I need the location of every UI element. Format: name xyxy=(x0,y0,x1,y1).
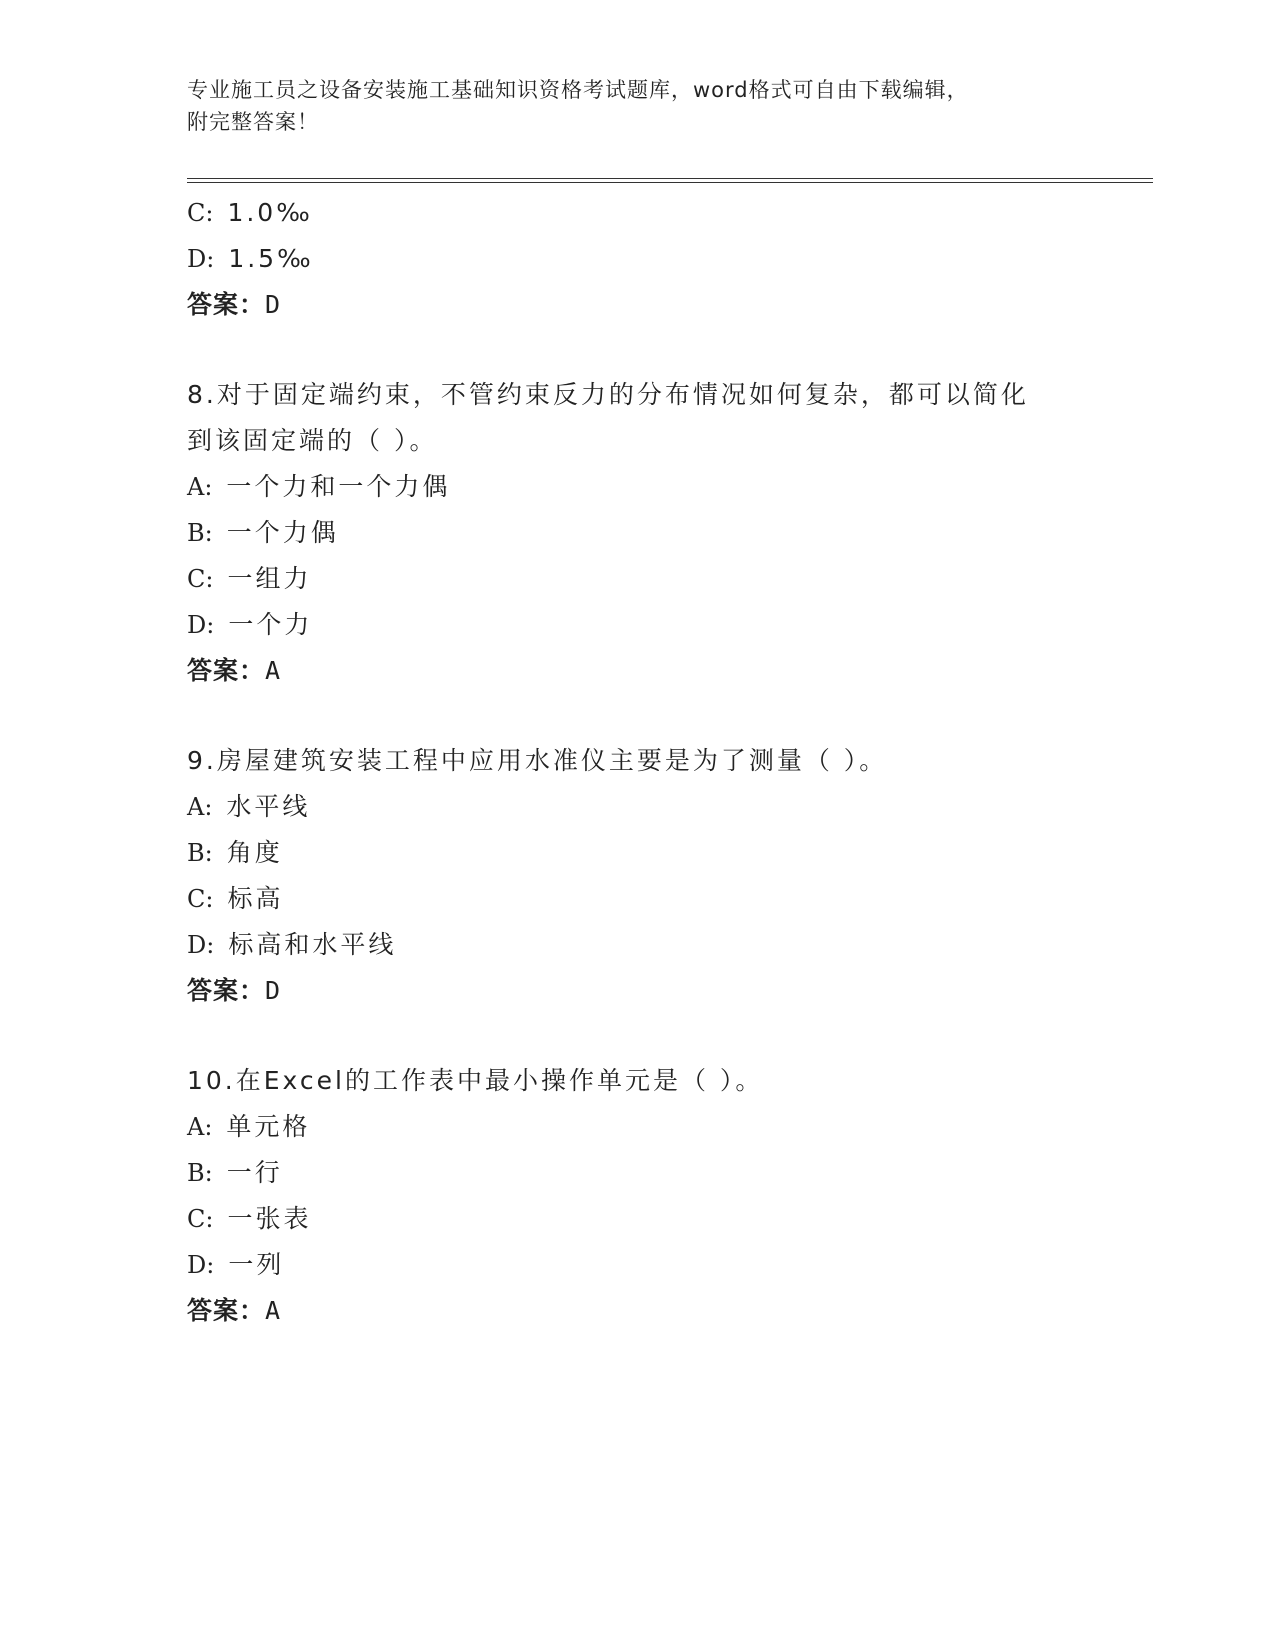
question-stem: 8.对于固定端约束，不管约束反力的分布情况如何复杂，都可以简化 xyxy=(187,380,1029,409)
answer-line xyxy=(187,1288,1147,1334)
option-text: 一行 xyxy=(226,1158,283,1187)
spacer xyxy=(187,694,1147,738)
header-line-2: 附完整答案！ xyxy=(187,110,319,134)
header-line-1: 专业施工员之设备安装施工基础知识资格考试题库，word格式可自由下载编辑， xyxy=(187,78,969,102)
option-key: C: xyxy=(187,1205,214,1233)
option-line xyxy=(187,876,1147,922)
answer-value: A xyxy=(265,1296,282,1325)
question-stem: 9.房屋建筑安装工程中应用水准仪主要是为了测量（ ）。 xyxy=(187,746,888,775)
document-header xyxy=(187,74,1067,138)
question-content xyxy=(187,190,1147,1334)
option-line xyxy=(187,922,1147,968)
option-text: 标高 xyxy=(227,884,284,913)
option-key: B: xyxy=(187,519,213,547)
answer-line xyxy=(187,648,1147,694)
option-key: C: xyxy=(187,565,214,593)
question-block-8 xyxy=(187,372,1147,694)
option-text: 标高和水平线 xyxy=(228,930,397,959)
option-key: C: xyxy=(187,199,214,227)
answer-label: 答案： xyxy=(187,656,266,685)
answer-line xyxy=(187,282,1147,328)
option-line xyxy=(187,830,1147,876)
option-text: 1.0‰ xyxy=(227,198,313,227)
option-line xyxy=(187,236,1147,282)
answer-value: A xyxy=(265,656,282,685)
answer-label: 答案： xyxy=(187,1296,266,1325)
option-line xyxy=(187,1242,1147,1288)
option-line xyxy=(187,464,1147,510)
answer-value: D xyxy=(265,976,282,1005)
option-text: 一组力 xyxy=(227,564,312,593)
option-line xyxy=(187,190,1147,236)
option-text: 水平线 xyxy=(226,792,311,821)
question-block-10 xyxy=(187,1058,1147,1334)
option-text: 一张表 xyxy=(227,1204,312,1233)
header-divider-top xyxy=(187,178,1153,179)
option-key: B: xyxy=(187,839,213,867)
option-key: C: xyxy=(187,885,214,913)
option-key: D: xyxy=(187,1251,215,1279)
option-text: 角度 xyxy=(226,838,283,867)
option-line xyxy=(187,602,1147,648)
option-key: B: xyxy=(187,1159,213,1187)
option-text: 1.5‰ xyxy=(228,244,314,273)
answer-line xyxy=(187,968,1147,1014)
option-line xyxy=(187,784,1147,830)
spacer xyxy=(187,1014,1147,1058)
option-line xyxy=(187,1104,1147,1150)
question-stem: 10.在Excel的工作表中最小操作单元是（ ）。 xyxy=(187,1066,764,1095)
option-line xyxy=(187,1150,1147,1196)
question-block-9 xyxy=(187,738,1147,1014)
option-text: 一个力和一个力偶 xyxy=(226,472,451,501)
option-key: D: xyxy=(187,611,215,639)
option-key: A: xyxy=(187,1113,213,1141)
option-key: A: xyxy=(187,793,213,821)
option-key: D: xyxy=(187,931,215,959)
option-text: 一列 xyxy=(228,1250,285,1279)
option-key: A: xyxy=(187,473,213,501)
answer-label: 答案： xyxy=(187,290,266,319)
option-key: D: xyxy=(187,245,215,273)
answer-value: D xyxy=(265,290,282,319)
option-text: 一个力 xyxy=(228,610,313,639)
question-stem-continued: 到该固定端的（ ）。 xyxy=(187,426,438,455)
option-line xyxy=(187,510,1147,556)
option-text: 单元格 xyxy=(226,1112,311,1141)
spacer xyxy=(187,328,1147,372)
option-text: 一个力偶 xyxy=(226,518,339,547)
option-line xyxy=(187,1196,1147,1242)
prev-question-block xyxy=(187,190,1147,328)
answer-label: 答案： xyxy=(187,976,266,1005)
header-divider-bottom xyxy=(187,182,1153,183)
option-line xyxy=(187,556,1147,602)
